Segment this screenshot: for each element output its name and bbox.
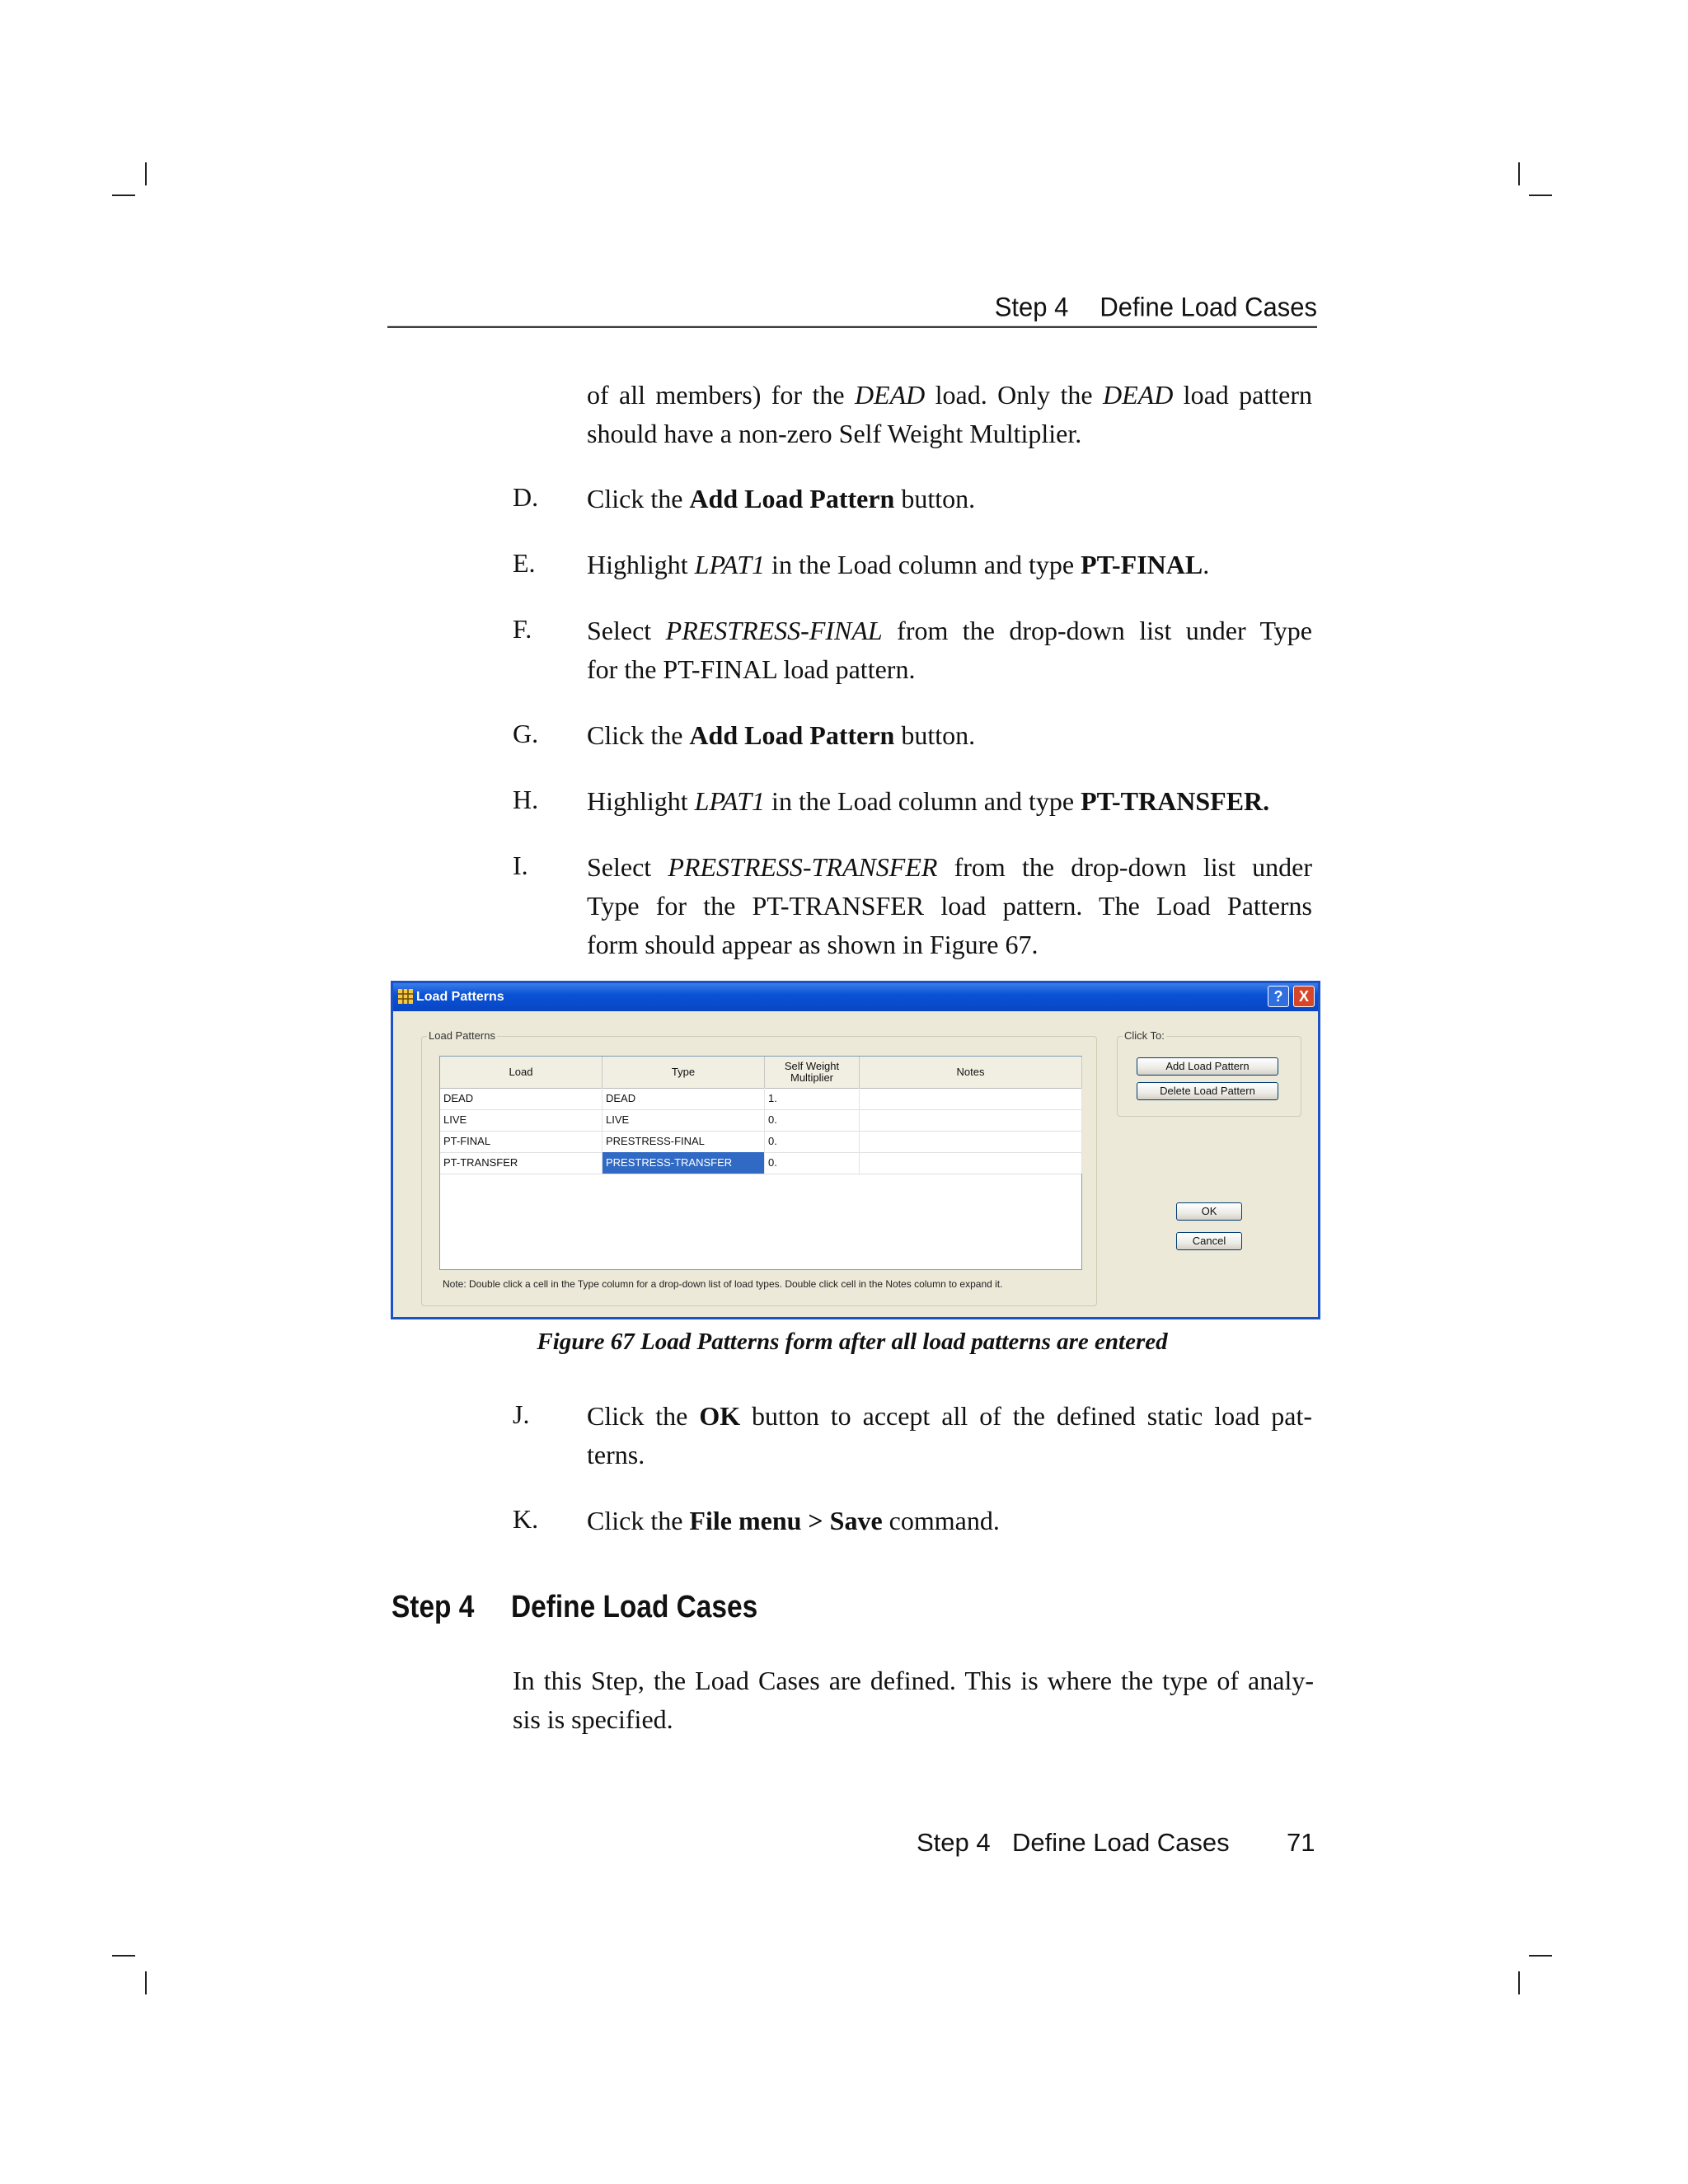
intro-paragraph: [587, 376, 1312, 453]
cell-notes[interactable]: [860, 1131, 1082, 1152]
column-header-type[interactable]: Type: [603, 1057, 765, 1088]
step-label-g: G.: [513, 719, 539, 748]
cell-self-weight[interactable]: 0.: [765, 1152, 860, 1174]
step-label-j: J.: [513, 1399, 530, 1429]
help-button[interactable]: ?: [1268, 986, 1289, 1007]
column-header-self-weight[interactable]: Self Weight Multiplier: [765, 1057, 860, 1088]
close-button[interactable]: X: [1293, 986, 1315, 1007]
step-label-i: I.: [513, 851, 528, 880]
crop-mark: [145, 1971, 147, 1994]
intro-line-1: of all members) for the DEAD load. Only the DEAD load pattern: [587, 380, 1313, 410]
cell-notes[interactable]: [860, 1109, 1082, 1131]
step-text-g: Click the Add Load Pattern button.: [587, 720, 976, 750]
cell-self-weight[interactable]: 0.: [765, 1109, 860, 1131]
cell-load[interactable]: LIVE: [440, 1109, 603, 1131]
step-text-h: Highlight LPAT1 in the Load column and type PT-TRANSFER.: [587, 786, 1270, 816]
step-text-f: Select PRESTRESS-FINAL from the drop-down list under Type for the PT-FINAL load pattern.: [587, 616, 1313, 684]
column-header-load[interactable]: Load: [440, 1057, 603, 1088]
step-text-k: Click the File menu > Save command.: [587, 1506, 1000, 1535]
table-row[interactable]: [440, 1088, 1081, 1110]
group-label-click-to: Click To:: [1124, 1029, 1165, 1042]
cell-load[interactable]: PT-TRANSFER: [440, 1152, 603, 1174]
step-label-k: K.: [513, 1504, 539, 1534]
load-patterns-grid[interactable]: [439, 1056, 1082, 1270]
crop-mark: [1529, 1955, 1552, 1957]
cell-load[interactable]: PT-FINAL: [440, 1131, 603, 1152]
cell-type[interactable]: LIVE: [603, 1109, 765, 1131]
crop-mark: [1518, 1971, 1520, 1994]
column-header-notes[interactable]: Notes: [860, 1057, 1082, 1088]
figure-caption: Figure 67 Load Patterns form after all load patterns are entered: [537, 1329, 1168, 1355]
header-title: Define Load Cases: [1100, 292, 1317, 322]
app-grid-icon: [398, 989, 413, 1004]
ok-button[interactable]: OK: [1176, 1202, 1242, 1221]
header-step: Step 4: [994, 292, 1069, 322]
page-number: 71: [1287, 1828, 1315, 1857]
cell-type[interactable]: PRESTRESS-FINAL: [603, 1131, 765, 1152]
load-patterns-dialog: [391, 981, 1320, 1319]
intro-line-2: should have a non-zero Self Weight Multiplier.: [587, 419, 1082, 448]
cell-notes[interactable]: [860, 1152, 1082, 1174]
group-label-load-patterns: Load Patterns: [429, 1029, 495, 1042]
step-label-e: E.: [513, 548, 536, 578]
click-to-group: [1117, 1029, 1301, 1117]
section-title: Define Load Cases: [511, 1590, 758, 1624]
cancel-button[interactable]: Cancel: [1176, 1232, 1242, 1250]
crop-mark: [1518, 162, 1520, 185]
grid-note: Note: Double click a cell in the Type column for a drop-down list of load types. Double click cell in the Notes column to expand it.: [443, 1278, 1003, 1290]
cell-notes[interactable]: [860, 1088, 1082, 1109]
cell-self-weight[interactable]: 0.: [765, 1131, 860, 1152]
footer-step: Step 4: [917, 1828, 991, 1857]
crop-mark: [1529, 194, 1552, 196]
step-label-h: H.: [513, 785, 539, 814]
dialog-titlebar: [393, 983, 1318, 1011]
step-label-d: D.: [513, 482, 539, 512]
running-header: [387, 292, 1317, 328]
crop-mark: [145, 162, 147, 185]
section-paragraph: In this Step, the Load Cases are defined. This is where the type of analy- sis is specified.: [513, 1666, 1314, 1734]
table-row[interactable]: [440, 1131, 1081, 1153]
dialog-title: Load Patterns: [416, 990, 504, 1004]
step-text-d: Click the Add Load Pattern button.: [587, 484, 976, 513]
add-load-pattern-button[interactable]: Add Load Pattern: [1137, 1057, 1278, 1076]
table-row[interactable]: [440, 1109, 1081, 1132]
step-text-j: Click the OK button to accept all of the defined static load pat- terns.: [587, 1401, 1313, 1469]
step-text-e: Highlight LPAT1 in the Load column and type PT-FINAL.: [587, 550, 1210, 579]
footer-title: Define Load Cases: [1012, 1828, 1230, 1857]
cell-type-selected[interactable]: PRESTRESS-TRANSFER: [603, 1152, 765, 1174]
cell-load[interactable]: DEAD: [440, 1088, 603, 1109]
section-step: Step 4: [392, 1590, 475, 1624]
crop-mark: [112, 1955, 135, 1957]
table-row[interactable]: [440, 1152, 1081, 1174]
crop-mark: [112, 194, 135, 196]
delete-load-pattern-button[interactable]: Delete Load Pattern: [1137, 1082, 1278, 1100]
grid-header: [440, 1057, 1081, 1089]
cell-self-weight[interactable]: 1.: [765, 1088, 860, 1109]
cell-type[interactable]: DEAD: [603, 1088, 765, 1109]
step-label-f: F.: [513, 614, 532, 644]
step-text-i: Select PRESTRESS-TRANSFER from the drop-down list under Type for the PT-TRANSFER load pattern. The Load Patterns form should appear as shown in Figure 67.: [587, 852, 1313, 959]
